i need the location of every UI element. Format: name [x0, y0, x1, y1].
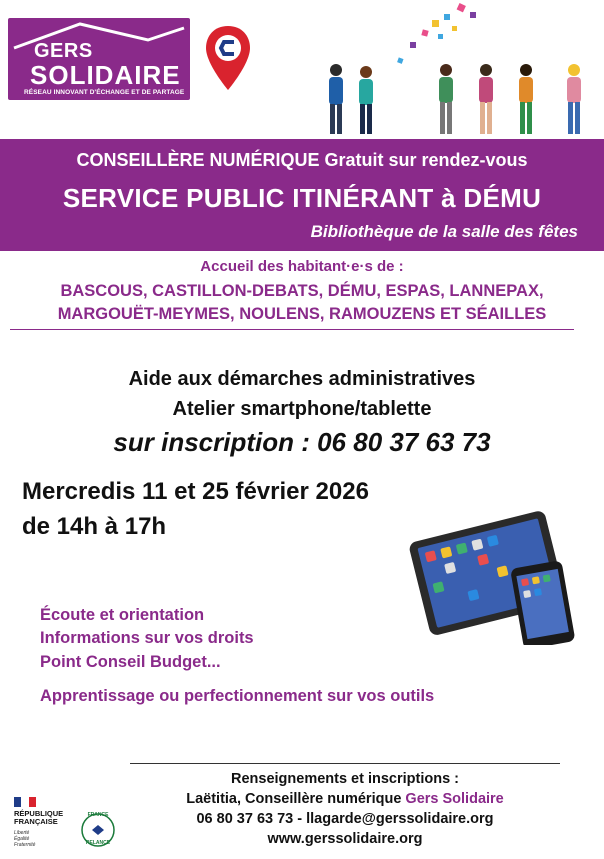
people-illustration — [318, 0, 604, 140]
tablet-phone-illustration — [408, 505, 588, 645]
rf-motto — [14, 830, 35, 848]
divider — [10, 329, 574, 330]
logo-tagline: RÉSEAU INNOVANT D'ÉCHANGE ET DE PARTAGE — [24, 89, 185, 96]
towns-list — [0, 280, 604, 326]
logo-line1: GERS — [34, 40, 93, 62]
france-relance-line1: FRANCE — [87, 812, 109, 818]
service-item: Écoute et orientation — [40, 606, 205, 624]
rf-motto1: Liberté — [14, 830, 30, 836]
logo-line2: SOLIDAIRE — [30, 60, 181, 90]
service-item: Apprentissage ou perfectionnement sur vos outils — [40, 687, 435, 705]
banner-location: Bibliothèque de la salle des fêtes — [310, 222, 578, 241]
rf-motto2: Égalité — [14, 836, 30, 842]
rf-line2: FRANÇAISE — [14, 817, 58, 826]
footer-phone-email: 06 80 37 63 73 - llagarde@gerssolidaire.org — [196, 811, 494, 827]
schedule-hours: de 14h à 17h — [22, 513, 167, 540]
location-pin-icon — [204, 24, 252, 94]
service-item: Informations sur vos droits — [40, 629, 254, 647]
schedule-dates: Mercredis 11 et 25 février 2026 — [22, 478, 369, 505]
footer-heading: Renseignements et inscriptions : — [230, 771, 460, 787]
help-text: Aide aux démarches administratives — [128, 368, 476, 390]
footer-divider — [130, 763, 560, 764]
gers-solidaire-logo — [8, 18, 190, 100]
towns-line1: BASCOUS, CASTILLON-DEBATS, DÉMU, ESPAS, LANNEPAX, — [60, 282, 544, 300]
banner-line1: CONSEILLÈRE NUMÉRIQUE Gratuit sur rendez-vous — [76, 150, 528, 170]
workshop-text: Atelier smartphone/tablette — [172, 398, 432, 420]
welcome-intro: Accueil des habitant·e·s de : — [200, 258, 404, 275]
towns-line2: MARGOUËT-MEYMES, NOULENS, RAMOUZENS ET SÉAILLES — [57, 305, 547, 323]
footer-contact — [130, 791, 560, 807]
contact-org: Gers Solidaire — [405, 791, 504, 807]
service-item: Point Conseil Budget... — [40, 653, 221, 671]
rf-motto3: Fraternité — [14, 842, 36, 848]
contact-name: Laëtitia, Conseillère numérique — [186, 791, 402, 807]
france-relance-line2: RELANCE — [85, 840, 111, 846]
footer-website: www.gerssolidaire.org — [267, 831, 423, 847]
banner-title: SERVICE PUBLIC ITINÉRANT à DÉMU — [62, 183, 542, 213]
signup-text: sur inscription : 06 80 37 63 73 — [113, 427, 491, 457]
republique-francaise — [14, 810, 63, 826]
rf-line1: RÉPUBLIQUE — [14, 809, 64, 818]
marianne-flag-icon — [14, 797, 36, 807]
